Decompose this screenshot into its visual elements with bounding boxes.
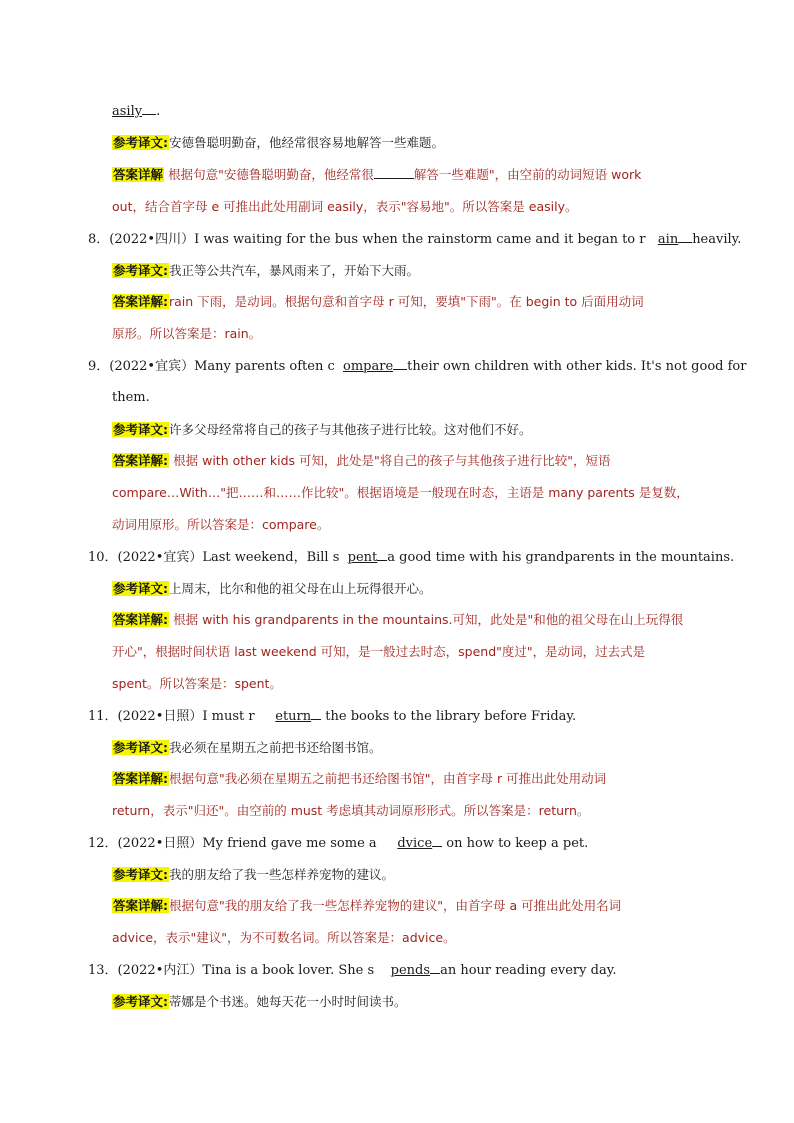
question-stem-cont: them. xyxy=(112,390,150,405)
translation-label: 参考译文: xyxy=(113,867,168,882)
q11-explanation-2 xyxy=(112,802,589,821)
q11-explanation xyxy=(112,770,606,789)
q8-explanation xyxy=(112,293,644,312)
translation-label: 参考译文: xyxy=(113,135,168,150)
blank-underline xyxy=(142,102,156,115)
explanation-label: 答案详解: xyxy=(113,453,168,468)
answer-text: pent xyxy=(347,550,378,565)
explanation-text: 根据 with other kids 可知，此处是"将自己的孩子与其他孩子进行比较"，短语 xyxy=(173,453,611,468)
question-stem-end: the books to the library before Friday. xyxy=(325,709,577,724)
explanation-text: 原形。所以答案是：rain。 xyxy=(112,326,262,341)
translation-label: 参考译文: xyxy=(113,263,168,278)
translation-label: 参考译文: xyxy=(113,422,168,437)
question-number: 9．(2022•宜宾） xyxy=(88,359,195,374)
q8-translation xyxy=(112,262,419,281)
explanation-text: out，结合首字母 e 可推出此处用副词 easily，表示"容易地"。所以答案是 easily。 xyxy=(112,199,578,214)
explanation-text: rain 下雨，是动词。根据句意和首字母 r 可知，要填"下雨"。在 begin to 后面用动词 xyxy=(169,294,644,309)
explanation-text: advice，表示"建议"，为不可数名词。所以答案是：advice。 xyxy=(112,930,456,945)
explanation-text: return，表示"归还"。由空前的 must 考虑填其动词原形形式。所以答案是：return。 xyxy=(112,803,590,818)
explanation-label: 答案详解: xyxy=(113,898,168,913)
explanation-label: 答案详解: xyxy=(113,294,168,309)
q10-explanation-2 xyxy=(112,643,645,662)
explanation-text: 根据 with his grandparents in the mountains.可知，此处是"和他的祖父母在山上玩得很 xyxy=(173,612,684,627)
question-number: 12．(2022•日照） xyxy=(88,836,203,851)
top-answer-line: asily . xyxy=(112,104,161,119)
explanation-label: 答案详解 xyxy=(113,167,164,182)
translation-text: 我必须在星期五之前把书还给图书馆。 xyxy=(169,740,382,755)
translation-text: 安德鲁聪明勤奋，他经常很容易地解答一些难题。 xyxy=(169,135,445,150)
answer-text: ompare xyxy=(343,359,394,374)
top-translation-line xyxy=(112,134,444,153)
question-stem-end: a good time with his grandparents in the mountains. xyxy=(387,550,735,565)
blank-underline xyxy=(374,166,414,179)
question-12 xyxy=(88,834,588,853)
q12-explanation-2 xyxy=(112,929,456,948)
q11-translation xyxy=(112,739,382,758)
blank-underline xyxy=(678,230,692,243)
question-stem-end: on how to keep a pet. xyxy=(446,836,589,851)
question-11 xyxy=(88,707,576,726)
translation-text: 我正等公共汽车，暴风雨来了，开始下大雨。 xyxy=(169,263,420,278)
q9-explanation xyxy=(112,452,611,471)
blank-underline xyxy=(311,707,321,720)
q10-explanation xyxy=(112,611,683,630)
explanation-text: 根据句意"我必须在星期五之前把书还给图书馆"，由首字母 r 可推出此处用动词 xyxy=(169,771,607,786)
translation-label: 参考译文: xyxy=(113,740,168,755)
translation-text: 许多父母经常将自己的孩子与其他孩子进行比较。这对他们不好。 xyxy=(169,422,532,437)
question-stem: I must r xyxy=(202,709,255,724)
question-8 xyxy=(88,230,741,249)
translation-label: 参考译文: xyxy=(113,994,168,1009)
q13-translation xyxy=(112,993,407,1012)
question-stem: Last weekend，Bill s xyxy=(202,550,340,565)
explanation-text: 开心"，根据时间状语 last weekend 可知，是一般过去时态，spend"度过"，是动词，过去式是 xyxy=(112,644,646,659)
question-stem: Many parents often c xyxy=(194,359,335,374)
question-number: 10．(2022•宜宾） xyxy=(88,550,203,565)
answer-text: dvice xyxy=(397,836,433,851)
question-number: 8．(2022•四川） xyxy=(88,232,195,247)
translation-text: 上周末，比尔和他的祖父母在山上玩得很开心。 xyxy=(169,581,432,596)
explanation-text: 动词用原形。所以答案是：compare。 xyxy=(112,517,330,532)
q9-explanation-2 xyxy=(112,484,689,503)
answer-text: ain xyxy=(657,232,679,247)
question-stem: My friend gave me some a xyxy=(202,836,377,851)
question-stem-end: heavily. xyxy=(692,232,742,247)
explanation-text: 根据句意"安德鲁聪明勤奋，他经常很 xyxy=(168,167,374,182)
blank-underline xyxy=(430,961,440,974)
explanation-text: compare…With…"把……和……作比较"。根据语境是一般现在时态，主语是 many parents 是复数， xyxy=(112,485,689,500)
explanation-label: 答案详解: xyxy=(113,612,168,627)
q9-explanation-3 xyxy=(112,516,329,535)
question-10 xyxy=(88,548,734,567)
question-13 xyxy=(88,961,616,980)
translation-text: 我的朋友给了我一些怎样养宠物的建议。 xyxy=(169,867,395,882)
answer-text: eturn xyxy=(275,709,312,724)
question-number: 11．(2022•日照） xyxy=(88,709,203,724)
explanation-text: 解答一些难题"，由空前的动词短语 work xyxy=(413,167,642,182)
question-number: 13．(2022•内江） xyxy=(88,963,203,978)
q10-explanation-3 xyxy=(112,675,282,694)
blank-underline xyxy=(377,548,387,561)
answer-text: asily xyxy=(112,104,143,119)
q8-explanation-2 xyxy=(112,325,261,344)
explanation-text: 根据句意"我的朋友给了我一些怎样养宠物的建议"，由首字母 a 可推出此处用名词 xyxy=(169,898,622,913)
question-stem-end: an hour reading every day. xyxy=(440,963,617,978)
question-stem: Tina is a book lover. She s xyxy=(202,963,375,978)
top-explanation-line xyxy=(112,166,641,185)
translation-label: 参考译文: xyxy=(113,581,168,596)
explanation-label: 答案详解: xyxy=(113,771,168,786)
blank-underline xyxy=(393,357,407,370)
explanation-text: spent。所以答案是：spent。 xyxy=(112,676,282,691)
q12-explanation xyxy=(112,897,621,916)
question-9 xyxy=(88,357,746,376)
blank-underline xyxy=(432,834,442,847)
question-9-cont xyxy=(112,389,150,407)
translation-text: 蒂娜是个书迷。她每天花一小时时间读书。 xyxy=(169,994,407,1009)
q9-translation xyxy=(112,421,532,440)
q10-translation xyxy=(112,580,432,599)
top-explanation-line-2 xyxy=(112,198,577,217)
question-stem-end: their own children with other kids. It's not good for xyxy=(407,359,747,374)
q12-translation xyxy=(112,866,394,885)
answer-text: pends xyxy=(390,963,431,978)
question-stem: I was waiting for the bus when the rainstorm came and it began to r xyxy=(194,232,646,247)
